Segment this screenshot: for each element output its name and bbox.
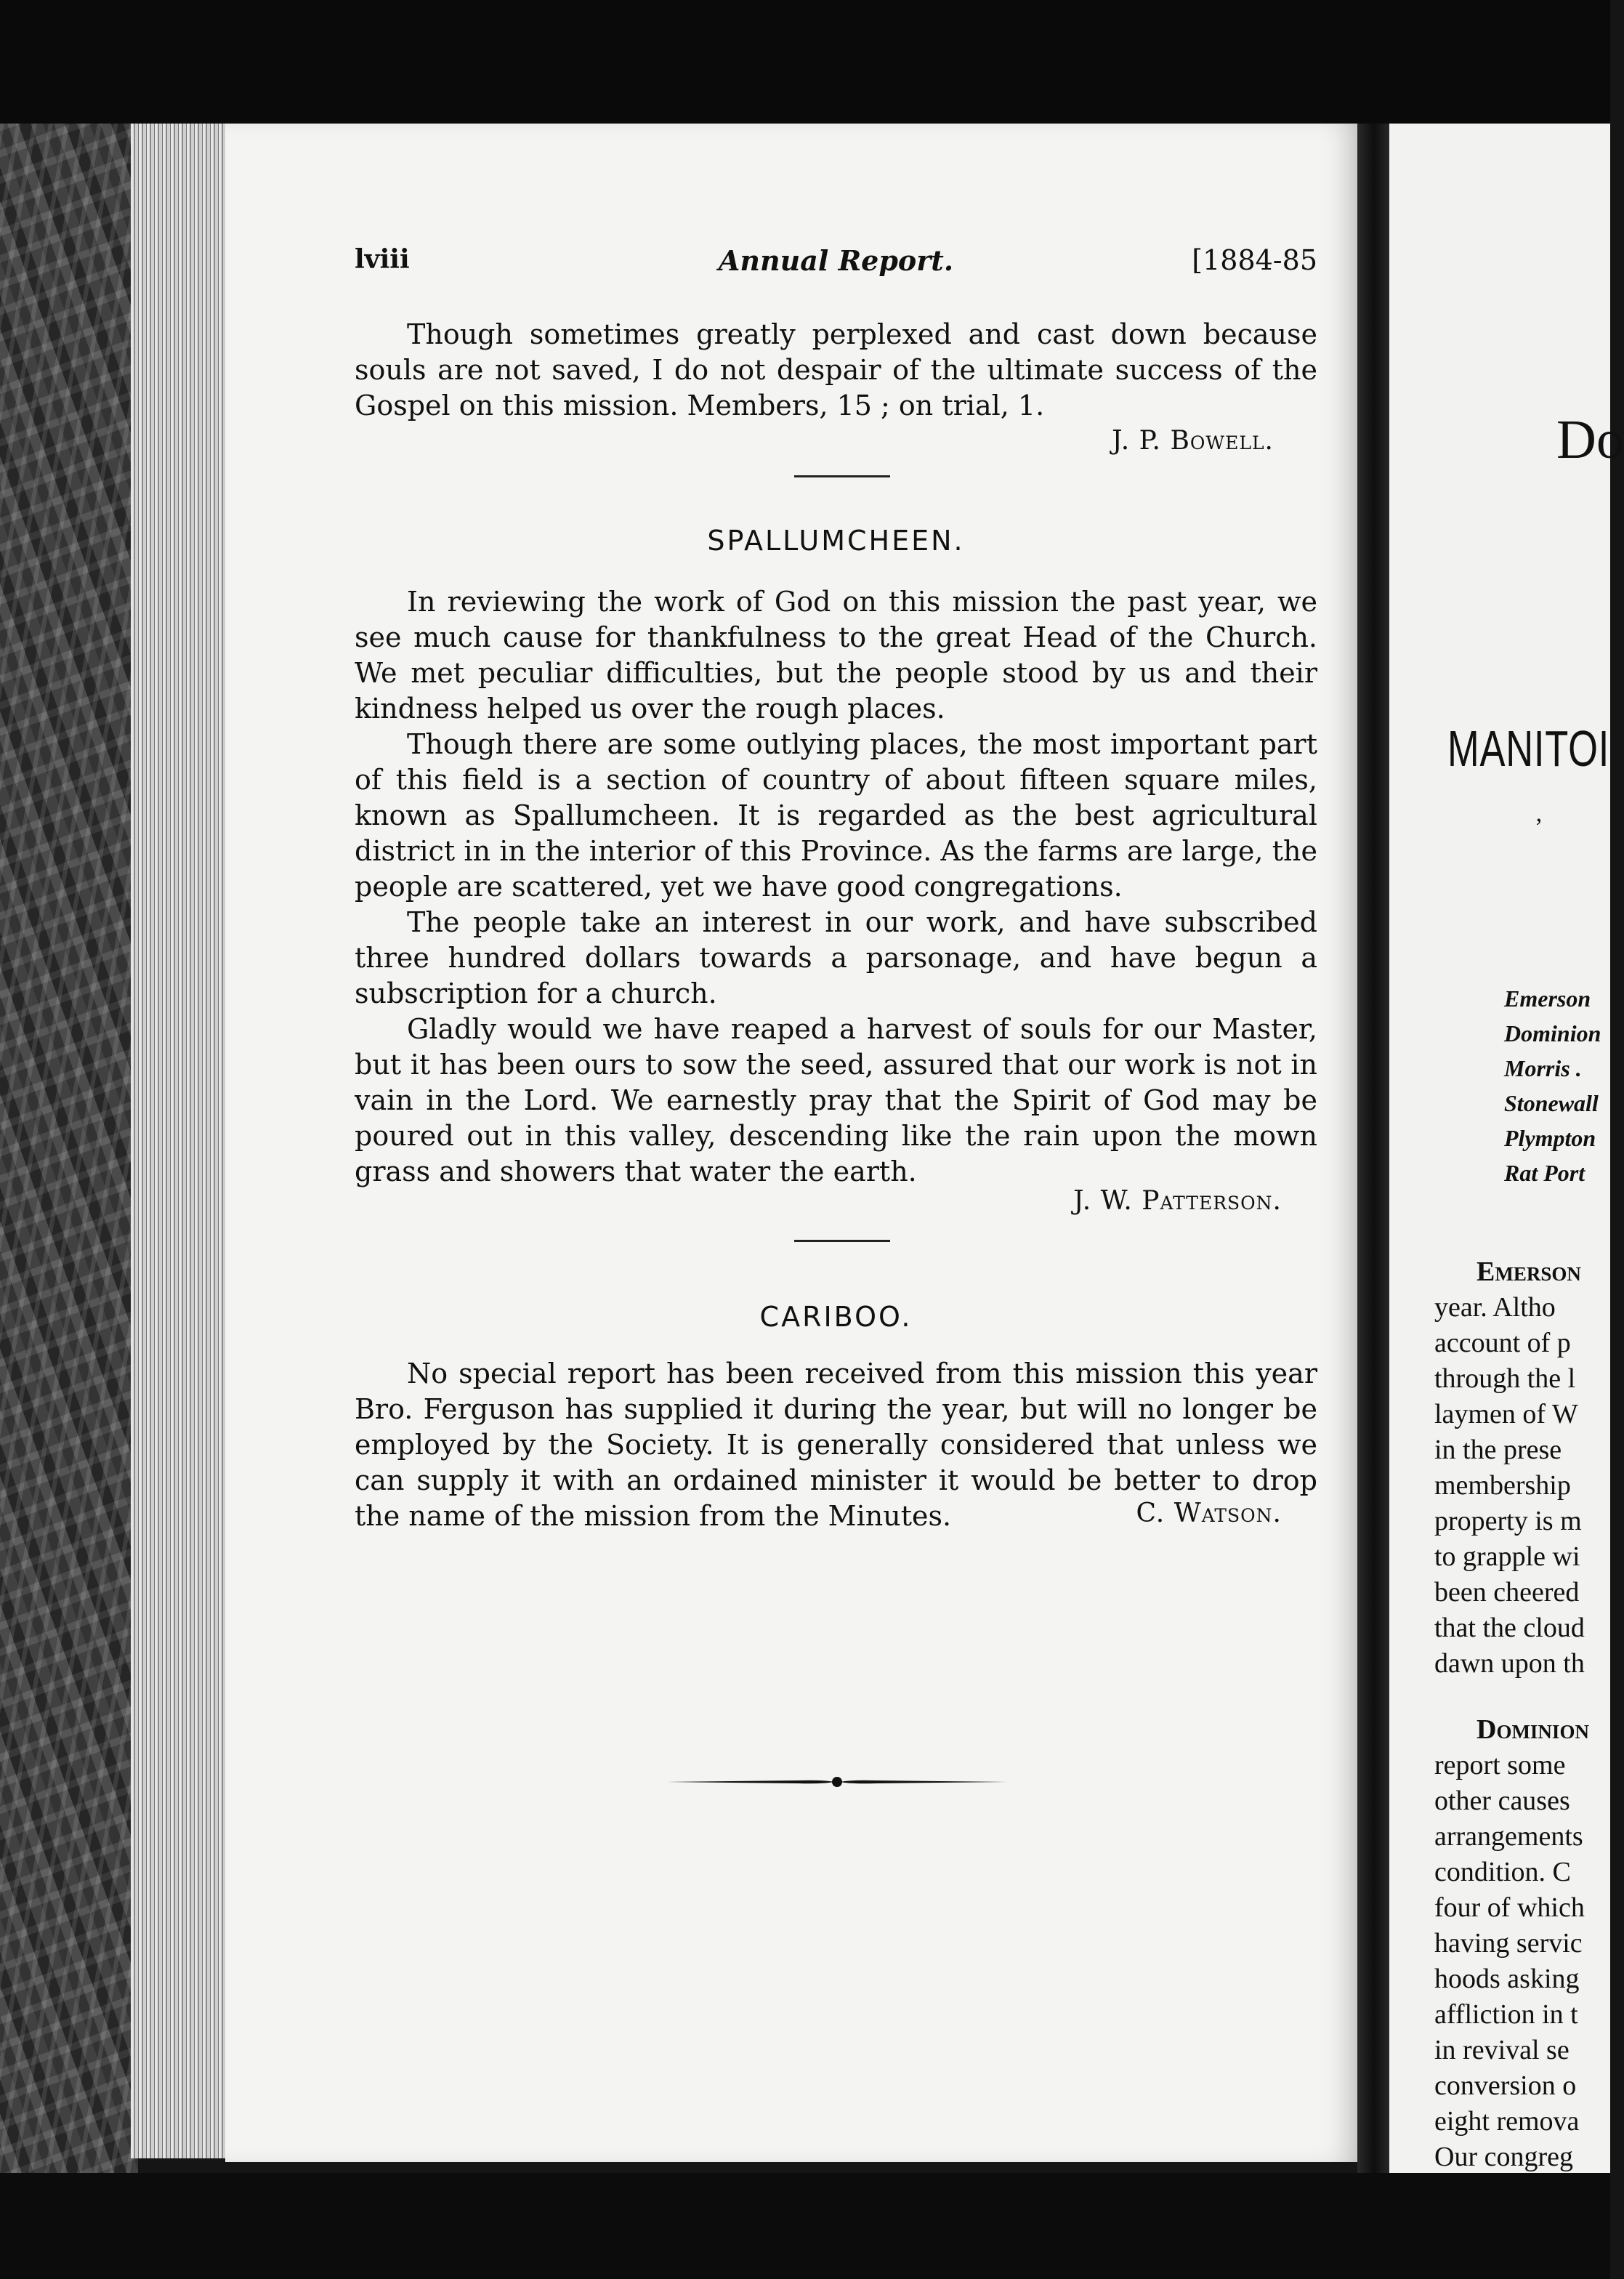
body-line: arrangements bbox=[1434, 1821, 1583, 1852]
right-subheading-fragment: MANITOI bbox=[1447, 720, 1610, 777]
signature-watson: C. Watson. bbox=[1136, 1499, 1282, 1528]
list-item: Morris . bbox=[1504, 1055, 1582, 1081]
body-line: property is m bbox=[1434, 1506, 1582, 1536]
body-line: laymen of W bbox=[1434, 1399, 1578, 1429]
right-page bbox=[1389, 124, 1624, 2173]
ornamental-divider bbox=[667, 1773, 1007, 1791]
body-line: been cheered bbox=[1434, 1577, 1580, 1608]
running-title: Annual Report. bbox=[718, 244, 954, 277]
paragraph: In reviewing the work of God on this mission the past year, we see much cause for thankfulness to the great Head of the Church. We met peculiar difficulties, but the people stood by us and their kindness helped us over the rough places. bbox=[355, 586, 1317, 725]
body-line: through the l bbox=[1434, 1363, 1576, 1394]
section-title-cariboo: CARIBOO. bbox=[759, 1301, 913, 1333]
list-item: Emerson bbox=[1504, 985, 1591, 1012]
body-line: eight remova bbox=[1434, 2106, 1580, 2137]
section-rule bbox=[794, 475, 890, 477]
body-line: four of which bbox=[1434, 1892, 1585, 1923]
body-line: that the cloud bbox=[1434, 1613, 1585, 1643]
section-rule bbox=[794, 1240, 890, 1242]
list-item: Dominion bbox=[1504, 1020, 1601, 1046]
body-line: hoods asking bbox=[1434, 1964, 1580, 1994]
body-line: in revival se bbox=[1434, 2035, 1570, 2065]
stray-mark: ʼ bbox=[1535, 814, 1543, 841]
body-line: to grapple wi bbox=[1434, 1541, 1580, 1572]
section-title-spallumcheen: SPALLUMCHEEN. bbox=[707, 525, 965, 557]
intro-paragraph: Though sometimes greatly perplexed and cast down because souls are not saved, I do not despair of the ultimate success of the Gospel on this mission. Members, 15 ; on trial, 1. bbox=[355, 318, 1317, 421]
scan-border-top bbox=[0, 0, 1610, 124]
list-item: Rat Port bbox=[1504, 1160, 1585, 1186]
body-line: in the prese bbox=[1434, 1435, 1562, 1465]
list-item: Stonewall bbox=[1504, 1090, 1599, 1116]
scan-border-bottom bbox=[0, 2173, 1610, 2279]
body-line: account of p bbox=[1434, 1328, 1571, 1358]
page-edges bbox=[131, 124, 229, 2158]
intro-section bbox=[355, 317, 1317, 456]
spallumcheen-section bbox=[355, 584, 1317, 1190]
body-line: having servic bbox=[1434, 1928, 1583, 1959]
paragraph: Gladly would we have reaped a harvest of souls for our Master, but it has been ours to sow the seed, assured that our work is not in vain in the Lord. We earnestly pray that the Spirit of God may be poured out in this valley, descending like the rain upon the mown grass and showers that water the earth. bbox=[355, 1013, 1317, 1187]
signature-bowell: J. P. Bowell. bbox=[1112, 426, 1274, 456]
paragraph: No special report has been received from this mission this year Bro. Ferguson has supplied it during the year, but will no longer be employed by the Society. It is generally considered that unless we can supply it with an ordained minister it would be better to drop the name of the mission from the Minutes. bbox=[355, 1358, 1317, 1532]
body-line: Emerson bbox=[1476, 1257, 1581, 1287]
body-line: affliction in t bbox=[1434, 1999, 1578, 2030]
body-line: condition. C bbox=[1434, 1857, 1571, 1887]
body-line: dawn upon th bbox=[1434, 1648, 1585, 1679]
body-line: other causes bbox=[1434, 1786, 1570, 1816]
running-header bbox=[355, 244, 1317, 288]
body-line: Our congreg bbox=[1434, 2142, 1573, 2172]
marbled-book-edge bbox=[0, 124, 138, 2173]
signature-patterson: J. W. Patterson. bbox=[1073, 1186, 1282, 1216]
report-year: [1884-85 bbox=[1192, 244, 1317, 276]
paragraph: The people take an interest in our work, and have subscribed three hundred dollars towards a parsonage, and have begun a subscription for a church. bbox=[355, 906, 1317, 1009]
body-line: membership bbox=[1434, 1470, 1571, 1501]
body-line: Dominion bbox=[1476, 1714, 1589, 1745]
book-gutter bbox=[1357, 124, 1391, 2173]
list-item: Plympton bbox=[1504, 1125, 1596, 1151]
body-line: report some bbox=[1434, 1750, 1566, 1780]
body-line: conversion o bbox=[1434, 2070, 1577, 2101]
paragraph: Though there are some outlying places, the most important part of this field is a section of country of about fifteen square miles, known as Spallumcheen. It is regarded as the best agricultural district in in the interior of this Province. As the farms are large, the people are scattered, yet we have good congregations. bbox=[355, 728, 1317, 903]
page-number: lviii bbox=[355, 244, 410, 275]
right-heading-fragment: Do bbox=[1556, 409, 1624, 470]
body-line: year. Altho bbox=[1434, 1292, 1556, 1323]
